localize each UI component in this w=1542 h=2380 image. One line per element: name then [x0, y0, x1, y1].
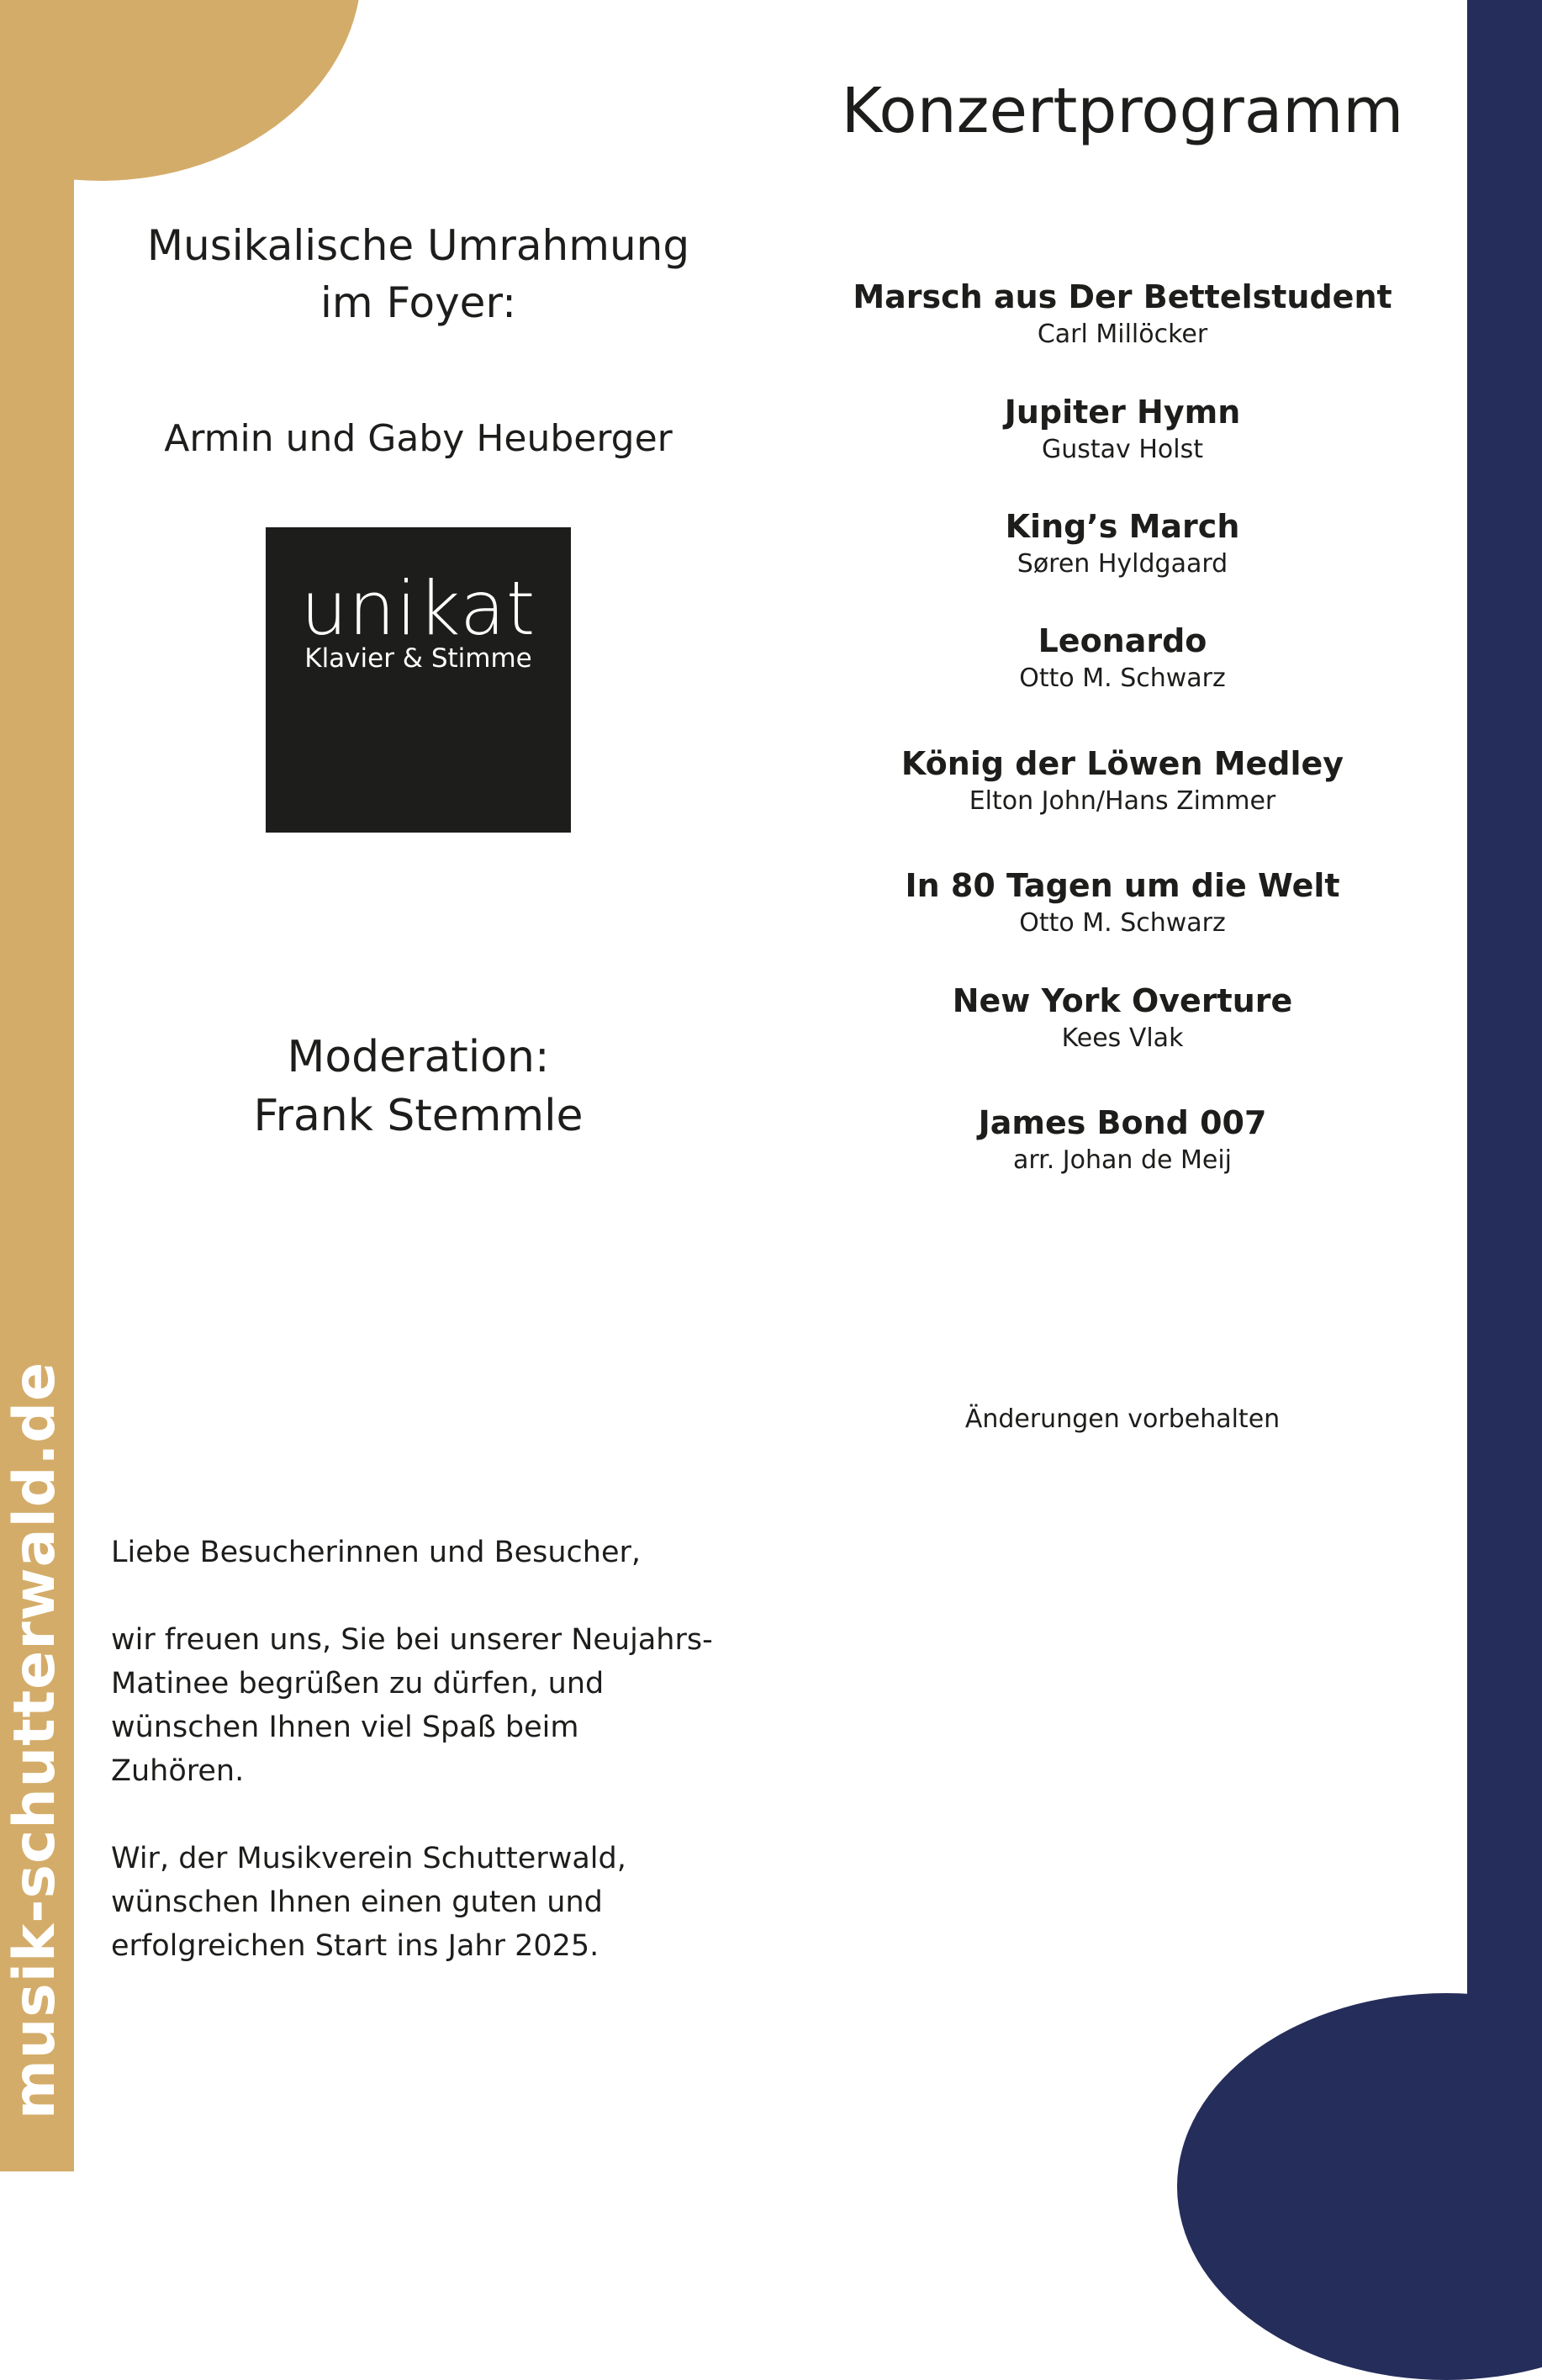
program-item: [824, 1099, 1421, 1175]
navy-corner-shape: [1177, 1993, 1542, 2380]
program-item: [824, 740, 1421, 816]
logo-subtitle: Klavier & Stimme: [304, 643, 532, 674]
piece-title: Marsch aus Der Bettelstudent: [853, 278, 1392, 315]
foyer-performers: Armin und Gaby Heuberger: [164, 417, 673, 460]
piece-composer: Søren Hyldgaard: [1017, 549, 1228, 579]
program-item: [824, 389, 1421, 464]
piece-title: Jupiter Hymn: [1004, 394, 1241, 431]
navy-side-band: [1467, 0, 1542, 2171]
letter-line: Wir, der Musikverein Schutterwald,: [111, 1842, 626, 1875]
piece-composer: Elton John/Hans Zimmer: [969, 786, 1276, 816]
piece-title: New York Overture: [952, 982, 1293, 1019]
letter-line: erfolgreichen Start ins Jahr 2025.: [111, 1929, 599, 1963]
moderator-name: Frank Stemmle: [253, 1091, 584, 1141]
foyer-heading-line1: Musikalische Umrahmung: [146, 221, 690, 270]
letter-greeting: Liebe Besucherinnen und Besucher,: [111, 1536, 642, 1569]
piece-composer: arr. Johan de Meij: [1012, 1145, 1233, 1175]
letter-paragraph: [111, 1618, 716, 1793]
website-url[interactable]: musik-schutterwald.de: [2, 1361, 68, 2119]
piece-composer: Otto M. Schwarz: [1019, 664, 1226, 693]
piece-composer: Otto M. Schwarz: [1019, 908, 1226, 938]
piece-composer: Kees Vlak: [1061, 1023, 1184, 1053]
program-heading: Konzertprogramm: [841, 75, 1404, 147]
changes-reserved-note: Änderungen vorbehalten: [964, 1404, 1281, 1434]
piece-composer: Gustav Holst: [1042, 435, 1203, 464]
piece-title: König der Löwen Medley: [900, 745, 1344, 782]
letter-paragraph: [111, 1837, 716, 1968]
logo-wordmark: unikat: [300, 565, 536, 652]
letter-line: wünschen Ihnen viel Spaß beim Zuhören.: [111, 1711, 579, 1788]
program-item: [824, 503, 1421, 579]
welcome-letter: [111, 1531, 716, 1968]
piece-composer: Carl Millöcker: [1037, 320, 1208, 349]
gold-corner-shape: [0, 0, 362, 181]
program-item: [824, 977, 1421, 1053]
program-list: [824, 273, 1421, 1175]
letter-line: wir freuen uns, Sie bei unserer Neujahrs-: [111, 1623, 713, 1657]
piece-title: Leonardo: [1038, 622, 1207, 659]
program-item: [824, 862, 1421, 938]
letter-line: Matinee begrüßen zu dürfen, und: [111, 1667, 605, 1700]
program-item: [824, 617, 1421, 693]
moderation-block: [126, 1028, 710, 1145]
letter-line: wünschen Ihnen einen guten und: [111, 1885, 603, 1919]
piece-title: In 80 Tagen um die Welt: [905, 867, 1340, 904]
foyer-heading-line2: im Foyer:: [320, 278, 516, 327]
unikat-logo: [266, 527, 571, 833]
program-item: [824, 273, 1421, 349]
moderation-label: Moderation:: [287, 1032, 550, 1082]
foyer-heading: [126, 217, 710, 331]
piece-title: James Bond 007: [978, 1104, 1267, 1141]
piece-title: King’s March: [1005, 508, 1240, 545]
